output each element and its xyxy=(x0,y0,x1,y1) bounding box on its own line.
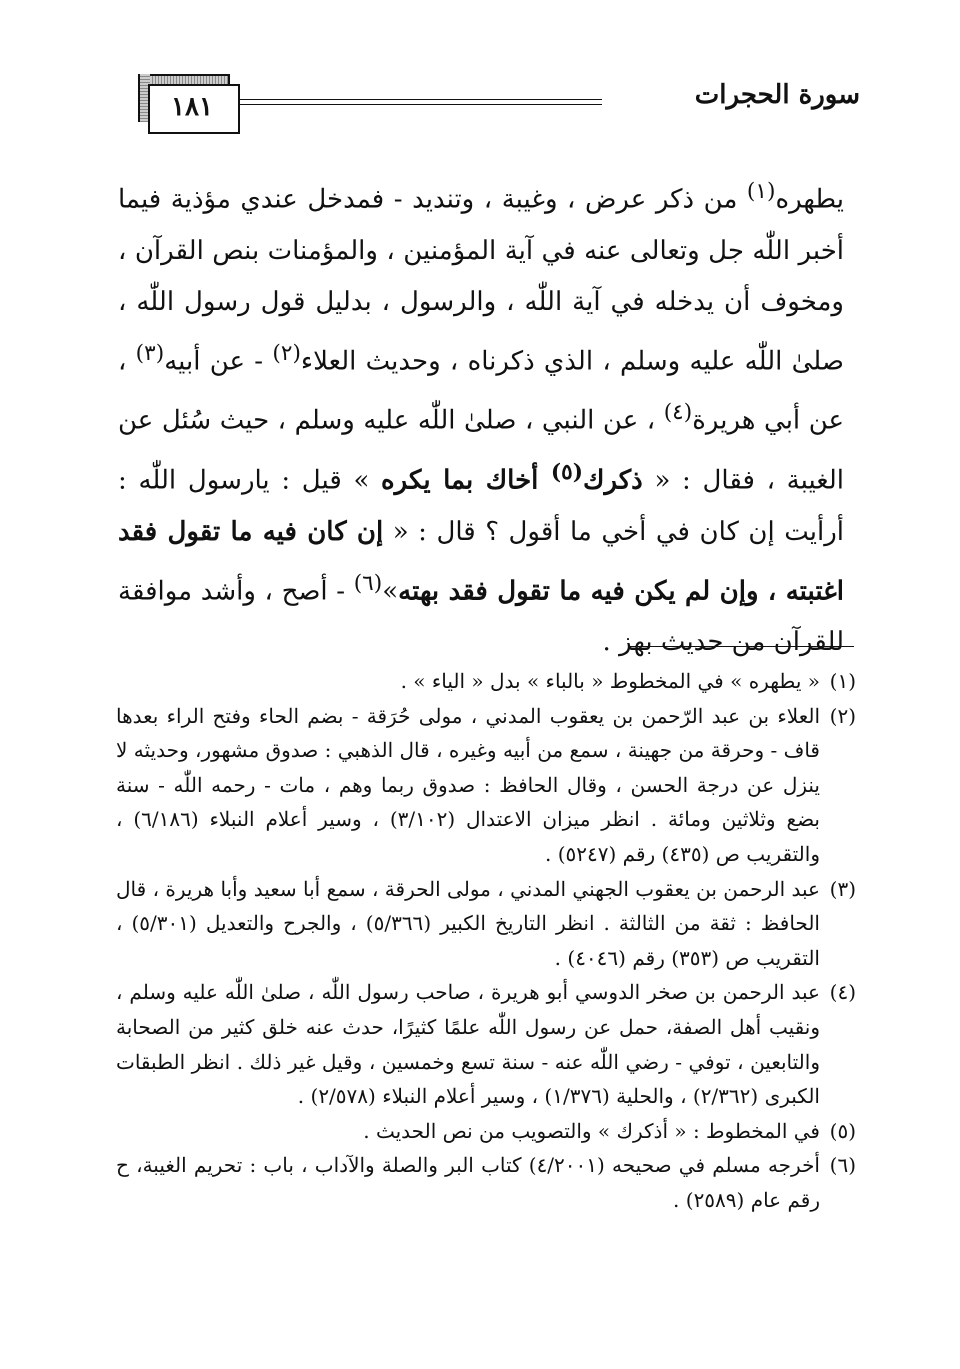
footnote-number: (٢) xyxy=(829,703,856,728)
footnote-ref: (٦) xyxy=(353,570,383,596)
surah-title: سورة الحجرات xyxy=(694,80,860,110)
footnote xyxy=(116,699,856,872)
footnote-number: (٤) xyxy=(829,980,856,1005)
footnote-text: عبد الرحمن بن صخر الدوسي أبو هريرة ، صاحب رسول اللّٰه ، صلىٰ اللّٰه عليه وسلم ، ونقيب أهل الصفة، حمل عن رسول اللّٰه علمًا كثيرًا، حدث عنه خلق كثير من الصحابة والتابعين ، توفي - رضي اللّٰه عنه - سنة تسع وخمسين ، وقيل غير ذلك . انظر الطبقات الكبرى (٢/٣٦٢) ، والحلية (١/٣٧٦) ، وسير أعلام النبلاء (٢/٥٧٨) . xyxy=(116,980,820,1109)
text-segment: ، عن النبي ، صلىٰ اللّٰه عليه وسلم ، حيث سُئل عن الغيبة ، فقال : « xyxy=(118,405,844,496)
text-segment: من ذكر عرض ، وغيبة ، وتنديد - فمدخل عندي مؤذية فيما أخبر اللّٰه جل وتعالى عنه في آية المؤمنين ، والمؤمنات بنص القرآن ، ومخوف أن يدخله في آية اللّٰه ، والرسول ، بدليل قول رسول اللّٰه ، صلىٰ اللّٰه عليه وسلم ، الذي ذكرناه ، وحديث العلاء xyxy=(118,184,844,377)
footnote-number: (٦) xyxy=(829,1153,856,1178)
footnote-number: (٥) xyxy=(829,1118,856,1143)
footnote-ref: (٢) xyxy=(272,340,301,366)
footnote-text: في المخطوط : « أذكرك » والتصويب من نص الحديث . xyxy=(363,1118,820,1143)
footnote-ref: (٥) xyxy=(550,459,584,485)
footnote-number: (١) xyxy=(829,669,856,693)
text-segment: » قيل : يارسول اللّٰه : أرأيت إن كان في أخي ما أقول ؟ قال : « xyxy=(118,465,844,547)
text-segment: » xyxy=(382,576,399,607)
main-text xyxy=(118,166,844,668)
hadith-text-bold: إن كان فيه ما تقول فقد اغتبته ، وإن لم يكن فيه ما تقول فقد بهته xyxy=(118,516,844,607)
header-rule-top xyxy=(238,99,602,100)
footnote xyxy=(116,1114,856,1149)
footnote-text: العلاء بن عبد الرّحمن بن يعقوب المدني ، مولى حُرَقة - بضم الحاء وفتح الراء بعدها قاف - وحرقة من جهينة ، سمع من أبيه وغيره ، قال الذهبي : صدوق مشهور، وحديثه لا ينزل عن درجة الحسن ، وقال الحافظ : صدوق ربما وهم ، مات - رحمه اللّٰه - سنة بضع وثلاثين ومائة . انظر ميزان الاعتدال (٣/١٠٢) ، وسير أعلام النبلاء (٦/١٨٦) ، والتقريب ص (٤٣٥) رقم (٥٢٤٧) . xyxy=(116,703,821,866)
main-paragraph xyxy=(118,166,844,668)
text-segment: يطهره xyxy=(775,184,844,215)
footnote-ref: (١) xyxy=(746,179,776,204)
footnote-text: أخرجه مسلم في صحيحه (٤/٢٠٠١) كتاب البر والصلة والآداب ، باب : تحريم الغيبة، ح رقم عام (٢٥٨٩) . xyxy=(116,1153,820,1212)
hadith-text-bold: ذكرك xyxy=(583,465,643,496)
hadith-text-bold: أخاك بما يكره xyxy=(381,465,551,496)
footnote xyxy=(116,872,856,976)
footnote-number: (٣) xyxy=(829,876,856,901)
header-rule-bottom xyxy=(238,104,602,105)
text-segment: ، عن أبي هريرة xyxy=(118,346,844,436)
footnotes xyxy=(116,664,856,1218)
page-number: ١٨١ xyxy=(171,92,213,122)
footnote-separator xyxy=(628,646,854,647)
footnote-ref: (٤) xyxy=(663,400,693,426)
text-segment: - أصح ، وأشد موافقة للقرآن من حديث بهز . xyxy=(118,576,844,658)
footnote xyxy=(116,664,856,699)
footnote-text: عبد الرحمن بن يعقوب الجهني المدني ، مولى الحرقة ، سمع أبا سعيد وأبا هريرة ، قال الحافظ : ثقة من الثالثة . انظر التاريخ الكبير (٥/٣٦٦) ، والجرح والتعديل (٥/٣٠١) ، التقريب ص (٣٥٣) رقم (٤٠٤٦) . xyxy=(116,876,820,970)
footnote-ref: (٣) xyxy=(135,340,165,366)
footnote xyxy=(116,1148,856,1217)
text-segment: - عن أبيه xyxy=(164,346,273,377)
footnote xyxy=(116,975,856,1113)
footnote-text: « يطهره » في المخطوط « بالباء » بدل « الياء » . xyxy=(400,669,820,693)
